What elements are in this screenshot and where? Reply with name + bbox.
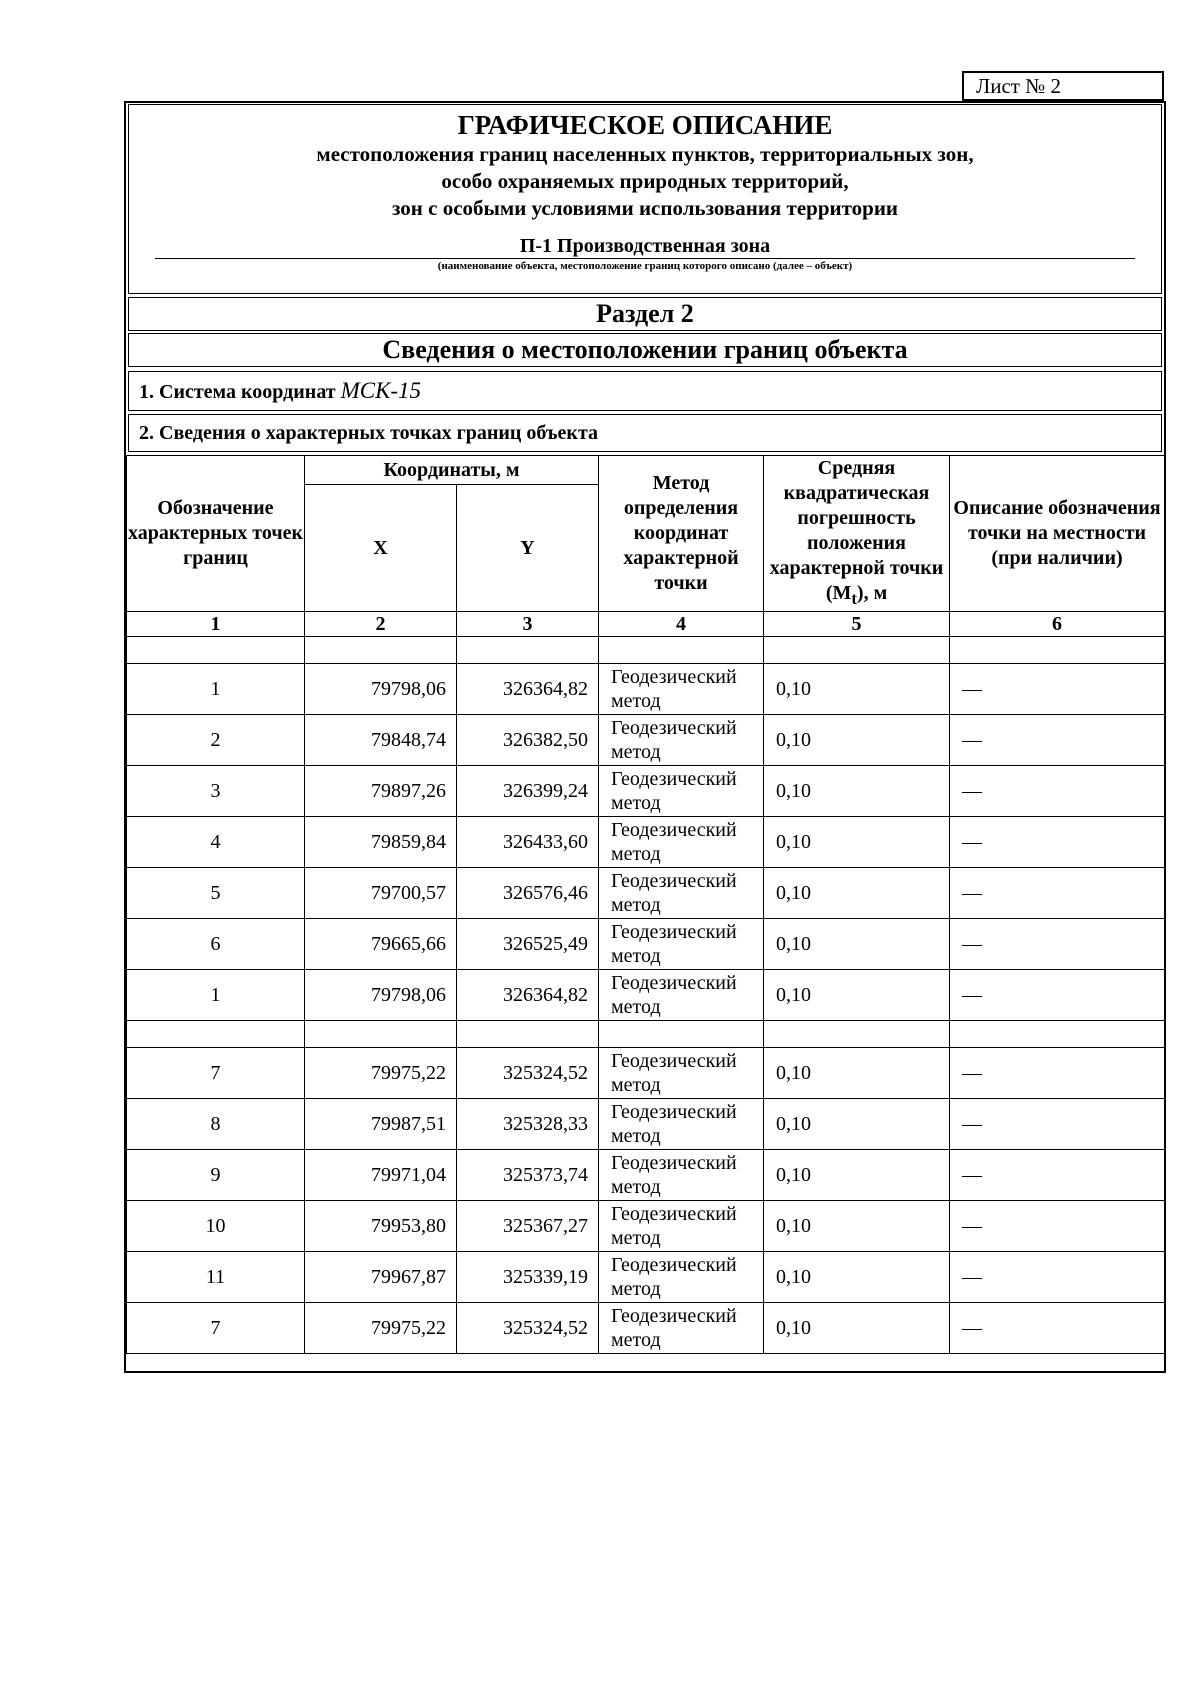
description-cell: — [950,868,1165,919]
column-numbers-row [127,612,1165,637]
separator-cell [764,637,950,664]
table-row [127,664,1165,715]
table-row [127,1303,1165,1354]
table-row [127,817,1165,868]
error-cell: 0,10 [764,970,950,1021]
x-coordinate-cell: 79897,26 [305,766,457,817]
separator-cell [305,637,457,664]
method-cell: Геодезический метод [599,766,764,817]
error-cell: 0,10 [764,664,950,715]
description-cell: — [950,1201,1165,1252]
y-coordinate-cell: 326364,82 [457,664,599,715]
section-title: Раздел 2 [128,297,1162,331]
column-number: 5 [764,612,950,637]
points-table-body [127,637,1165,1354]
subtitle-line-2: особо охраняемых природных территорий, [441,169,849,193]
sheet-number: Лист № 2 [962,71,1164,101]
x-coordinate-cell: 79971,04 [305,1150,457,1201]
x-coordinate-cell: 79975,22 [305,1303,457,1354]
x-coordinate-cell: 79967,87 [305,1252,457,1303]
error-cell: 0,10 [764,1252,950,1303]
point-number-cell: 4 [127,817,305,868]
y-coordinate-cell: 326382,50 [457,715,599,766]
point-number-cell: 8 [127,1099,305,1150]
description-cell: — [950,1252,1165,1303]
coordinate-system-value: МСК-15 [340,378,422,403]
y-coordinate-cell: 325367,27 [457,1201,599,1252]
description-cell: — [950,817,1165,868]
separator-cell [457,637,599,664]
x-coordinate-cell: 79953,80 [305,1201,457,1252]
point-number-cell: 7 [127,1303,305,1354]
description-cell: — [950,664,1165,715]
point-number-cell: 5 [127,868,305,919]
object-name: П-1 Производственная зона [519,235,771,257]
error-cell: 0,10 [764,817,950,868]
error-cell: 0,10 [764,1150,950,1201]
table-row [127,1150,1165,1201]
method-cell: Геодезический метод [599,817,764,868]
header-coordinates: Координаты, м [305,456,599,485]
header-description: Описание обозначения точки на местности (при наличии) [950,456,1165,612]
separator-cell [599,1021,764,1048]
point-number-cell: 11 [127,1252,305,1303]
y-coordinate-cell: 326576,46 [457,868,599,919]
separator-cell [950,637,1165,664]
header-error-suffix: ), м [856,582,888,604]
y-coordinate-cell: 326525,49 [457,919,599,970]
document-title: ГРАФИЧЕСКОЕ ОПИСАНИЕ [457,110,833,140]
method-cell: Геодезический метод [599,1252,764,1303]
method-cell: Геодезический метод [599,970,764,1021]
y-coordinate-cell: 325328,33 [457,1099,599,1150]
description-cell: — [950,1303,1165,1354]
x-coordinate-cell: 79848,74 [305,715,457,766]
method-cell: Геодезический метод [599,868,764,919]
y-coordinate-cell: 325339,19 [457,1252,599,1303]
contour-separator-row [127,637,1165,664]
document-header [128,104,1162,294]
point-number-cell: 2 [127,715,305,766]
header-y: Y [457,485,599,612]
point-number-cell: 6 [127,919,305,970]
description-cell: — [950,1048,1165,1099]
object-caption: (наименование объекта, местоположение границ которого описано (далее – объект) [437,260,853,272]
x-coordinate-cell: 79665,66 [305,919,457,970]
method-cell: Геодезический метод [599,919,764,970]
y-coordinate-cell: 325324,52 [457,1303,599,1354]
description-cell: — [950,919,1165,970]
error-cell: 0,10 [764,766,950,817]
point-number-cell: 1 [127,664,305,715]
method-cell: Геодезический метод [599,1099,764,1150]
y-coordinate-cell: 326399,24 [457,766,599,817]
table-row [127,970,1165,1021]
point-number-cell: 7 [127,1048,305,1099]
method-cell: Геодезический метод [599,1201,764,1252]
coordinate-system-label: 1. Система координат [139,381,336,403]
point-number-cell: 1 [127,970,305,1021]
method-cell: Геодезический метод [599,664,764,715]
contour-separator-row [127,1021,1165,1048]
section-subtitle: Сведения о местоположении границ объекта [128,333,1162,367]
error-cell: 0,10 [764,919,950,970]
table-row [127,1252,1165,1303]
method-cell: Геодезический метод [599,715,764,766]
point-number-cell: 9 [127,1150,305,1201]
separator-cell [127,637,305,664]
error-cell: 0,10 [764,715,950,766]
description-cell: — [950,766,1165,817]
separator-cell [127,1021,305,1048]
separator-cell [950,1021,1165,1048]
points-section-title: 2. Сведения о характерных точках границ объекта [128,414,1162,452]
table-row [127,766,1165,817]
table-row [127,868,1165,919]
y-coordinate-cell: 325373,74 [457,1150,599,1201]
description-cell: — [950,970,1165,1021]
x-coordinate-cell: 79700,57 [305,868,457,919]
method-cell: Геодезический метод [599,1150,764,1201]
x-coordinate-cell: 79859,84 [305,817,457,868]
x-coordinate-cell: 79987,51 [305,1099,457,1150]
header-error-text: Средняя квадратическая погрешность положения характерной точки (M [769,457,944,604]
header-error-sub: t [851,589,857,608]
error-cell: 0,10 [764,1048,950,1099]
description-cell: — [950,715,1165,766]
header-method: Метод определения координат характерной точки [599,456,764,612]
table-row [127,1201,1165,1252]
separator-cell [764,1021,950,1048]
description-cell: — [950,1150,1165,1201]
table-row [127,919,1165,970]
separator-cell [457,1021,599,1048]
error-cell: 0,10 [764,868,950,919]
header-x: X [305,485,457,612]
point-number-cell: 10 [127,1201,305,1252]
table-row [127,715,1165,766]
header-designation: Обозначение характерных точек границ [127,456,305,612]
y-coordinate-cell: 325324,52 [457,1048,599,1099]
column-number: 6 [950,612,1165,637]
table-row [127,1099,1165,1150]
description-cell: — [950,1099,1165,1150]
header-error [764,456,950,612]
separator-cell [599,637,764,664]
method-cell: Геодезический метод [599,1303,764,1354]
column-number: 4 [599,612,764,637]
error-cell: 0,10 [764,1099,950,1150]
method-cell: Геодезический метод [599,1048,764,1099]
x-coordinate-cell: 79975,22 [305,1048,457,1099]
table-row [127,1048,1165,1099]
error-cell: 0,10 [764,1201,950,1252]
separator-cell [305,1021,457,1048]
coordinate-system [128,371,1162,411]
column-number: 2 [305,612,457,637]
subtitle-line-3: зон с особыми условиями использования территории [391,196,899,220]
points-table [126,455,1165,1354]
column-number: 1 [127,612,305,637]
point-number-cell: 3 [127,766,305,817]
y-coordinate-cell: 326433,60 [457,817,599,868]
x-coordinate-cell: 79798,06 [305,664,457,715]
subtitle-line-1: местоположения границ населенных пунктов, территориальных зон, [316,142,974,166]
y-coordinate-cell: 326364,82 [457,970,599,1021]
error-cell: 0,10 [764,1303,950,1354]
column-number: 3 [457,612,599,637]
x-coordinate-cell: 79798,06 [305,970,457,1021]
